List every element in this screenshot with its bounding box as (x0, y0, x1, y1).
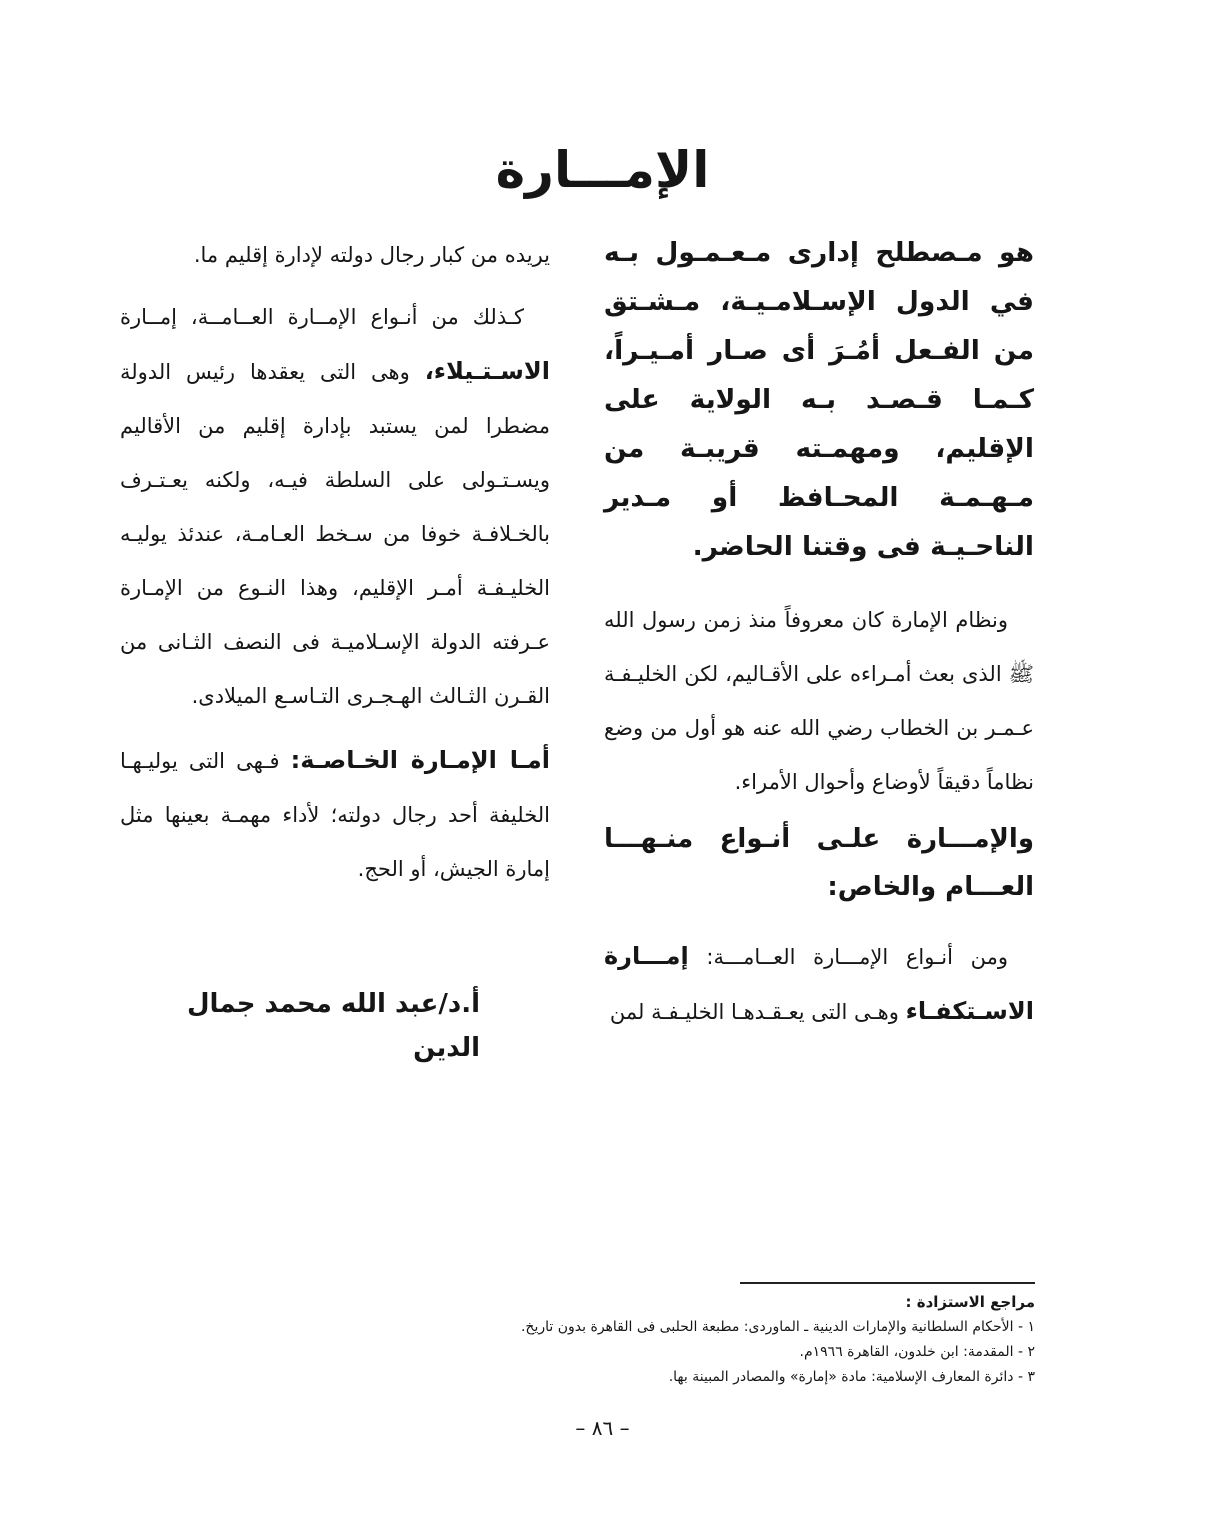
footnote-item: ٢ - المقدمة: ابن خلدون، القاهرة ١٩٦٦م. (799, 1344, 1035, 1360)
footnote-item: ٣ - دائرة المعارف الإسلامية: مادة «إمارة» والمصادر المبينة بها. (668, 1369, 1035, 1385)
continuation-line: يريده من كبار رجال دولته لإدارة إقليم ما. (193, 243, 550, 267)
intro-paragraph: هو مـصطلح إدارى مـعـمـول بـه في الدول الإسـلامـيـة، مـشـتق من الفـعل أمُـرَ أى صـار أمـيـراً، كـمـا قـصـد بـه الولاية على الإقليم، ومهمـته قريبـة من مـهـمـة المحـافظ أو مـدير الناحـيـة فى وقتنا الحاضر. (604, 237, 1034, 562)
footnote-divider (740, 1282, 1035, 1284)
istila-paragraph (120, 290, 550, 723)
special-emirate-definition: فـهى التى يوليـهـا الخليفة أحد رجال دولته؛ لأداء مهمـة بعينها مثل إمارة الجيش، أو الحج. (120, 749, 550, 881)
general-emirate-paragraph (604, 929, 1034, 1039)
footnotes-list (450, 1315, 1035, 1390)
general-emirate-intro: ومن أنـواع الإمـــارة العــامـــة: (706, 945, 1008, 969)
right-column (604, 228, 1034, 1039)
special-emirate-term: أمـا الإمـارة الخـاصـة: (290, 746, 550, 774)
footnotes-section (450, 1290, 1035, 1390)
istila-term: الاسـتـيلاء، (424, 357, 550, 385)
article-title: الإمـــارة (495, 141, 710, 199)
footnote-item: ١ - الأحكام السلطانية والإمارات الدينية ـ الماوردى: مطبعة الحلبى فى القاهرة بدون تاريخ. (520, 1319, 1035, 1335)
istikfa-term: إمـــارة الاسـتكفـاء (604, 942, 1034, 1025)
special-emirate-paragraph (120, 733, 550, 896)
istila-definition: وهى التى يعقدها رئيس الدولة مضطرا لمن يستبد بإدارة إقليم من الأقاليم ويسـتـولى على السلطة فيـه، ولكنه يعـتـرف بالخـلافـة خوفا من سـخط العـامـة، عندئذ يوليـه الخليـفـة أمـر الإقليم، وهذا النـوع من الإمـارة عـرفته الدولة الإسـلاميـة فى النصف الثـانى من القـرن الثـالث الهـجـرى التـاسـع الميلادى. (120, 360, 550, 708)
history-paragraph: ونظام الإمارة كان معروفاً منذ زمن رسول الله ﷺ الذى بعث أمـراءه على الأقـاليم، لكن الخليـفـة عـمـر بن الخطاب رضي الله عنه هو أول من وضع نظاماً دقيقاً لأوضاع وأحوال الأمراء. (604, 608, 1034, 794)
left-column (120, 228, 550, 896)
istikfa-definition: وهـى التى يعـقـدهـا الخليـفـة لمن (609, 1000, 899, 1024)
types-subheading: والإمـــارة علـى أنـواع منـهـــا العـــام والخاص: (604, 824, 1034, 902)
istila-intro: كـذلك من أنـواع الإمــارة العــامــة، إمــارة (120, 305, 524, 329)
footnotes-title: مراجع الاستزادة : (905, 1293, 1035, 1311)
page-number: – ٨٦ – (575, 1416, 630, 1440)
author-signature: أ.د/عبد الله محمد جمال الدين (186, 989, 480, 1063)
